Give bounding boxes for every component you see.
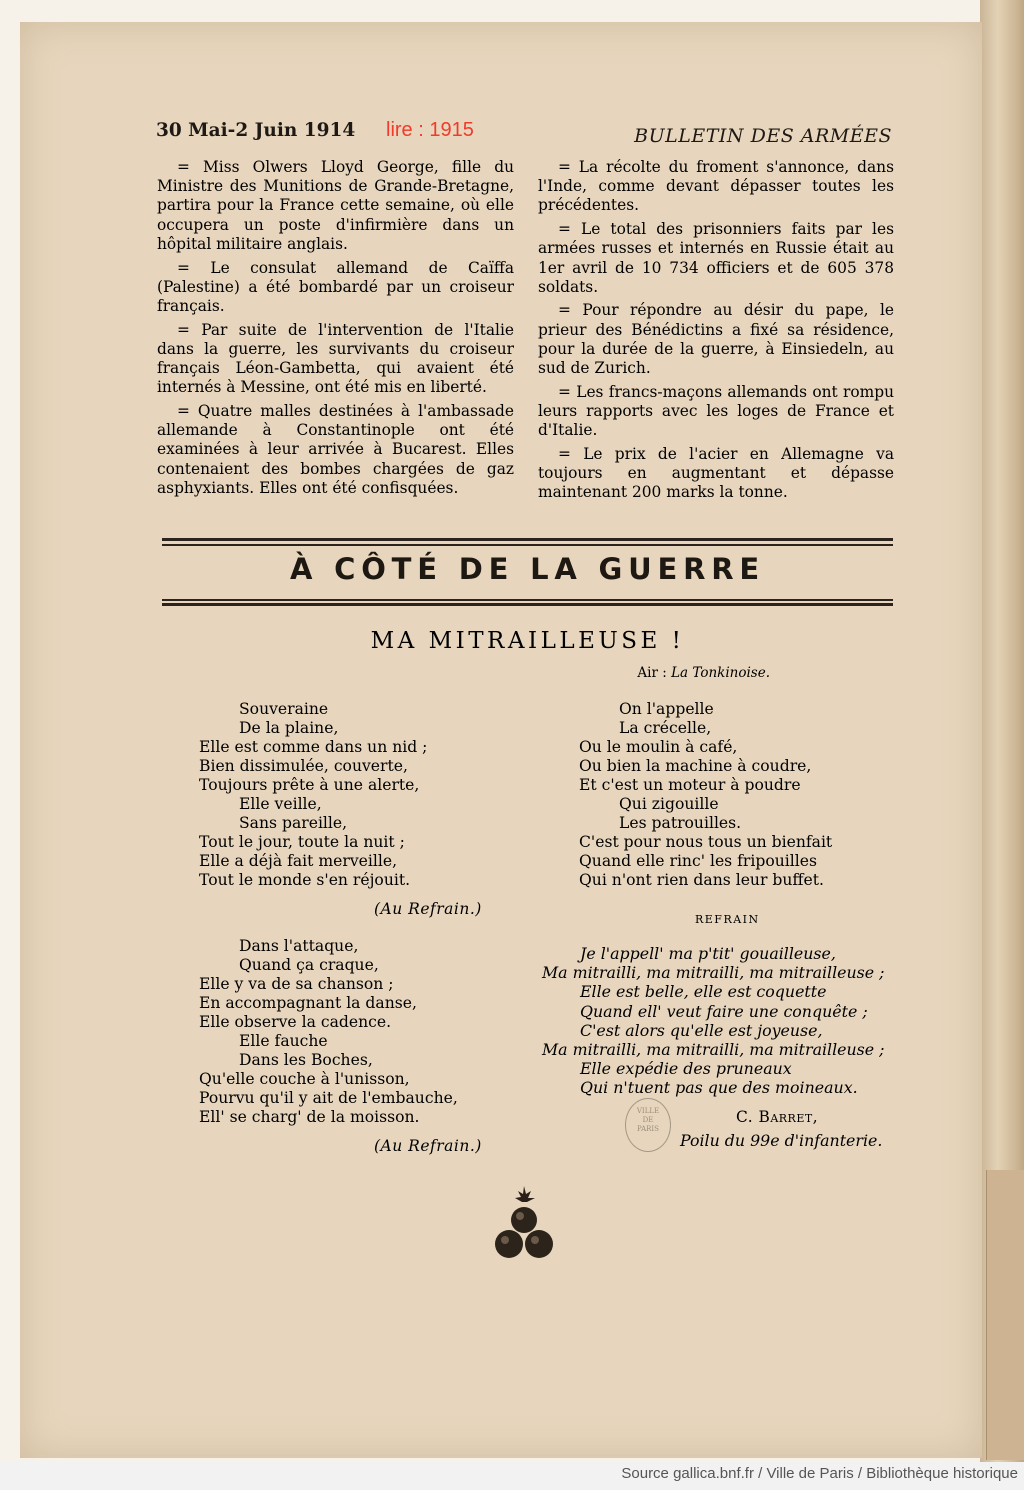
poem-air	[637, 665, 770, 681]
verse-line: Les patrouilles.	[619, 814, 742, 832]
verse-line: De la plaine,	[239, 719, 339, 737]
refrain-line: Quand ell' veut faire une conquête ;	[580, 1001, 868, 1021]
news-item: = Miss Olwers Lloyd George, fille du Ministre des Munitions de Grande-Bretagne, partira pour la France cette semaine, où elle occupera un poste d'infirmière dans un hôpital militaire anglais.	[157, 158, 514, 253]
publication-title: BULLETIN DES ARMÉES	[634, 125, 892, 147]
footer-source: Source gallica.bnf.fr / Ville de Paris / Bibliothèque historique	[621, 1465, 1018, 1482]
verse-line: Ell' se charg' de la moisson.	[199, 1108, 420, 1126]
verse-line: Elle observe la cadence.	[199, 1013, 392, 1031]
refrain-line: Ma mitrailli, ma mitrailli, ma mitrailleuse ;	[542, 1040, 885, 1060]
verse-line: Elle est comme dans un nid ;	[199, 738, 428, 756]
heading-rule-bottom-thick	[162, 603, 893, 606]
refrain-line: Ma mitrailli, ma mitrailli, ma mitrailleuse ;	[542, 963, 885, 983]
refrain-line: Elle est belle, elle est coquette	[580, 982, 827, 1002]
section-heading: À CÔTÉ DE LA GUERRE	[290, 552, 765, 586]
heading-rule-bottom-thin	[162, 599, 893, 601]
air-tune: La Tonkinoise.	[671, 665, 770, 681]
verse-line: Souveraine	[239, 700, 329, 718]
news-item: = Le total des prisonniers faits par les armées russes et internés en Russie était au 1er avril de 10 734 officiers et de 605 378 soldats.	[538, 220, 894, 296]
verse-line: Dans l'attaque,	[239, 937, 359, 955]
refrain-line: C'est alors qu'elle est joyeuse,	[580, 1020, 823, 1040]
news-item: = Le consulat allemand de Caïffa (Palestine) a été bombardé par un croiseur français.	[157, 258, 514, 315]
refrain-line: Qui n'tuent pas que des moineaux.	[580, 1078, 858, 1098]
verse-line: Qu'elle couche à l'unisson,	[199, 1070, 410, 1088]
verse-line: Quand ça craque,	[239, 956, 379, 974]
news-item: = Les francs-maçons allemands ont rompu leurs rapports avec les loges de France et d'Italie.	[538, 382, 894, 440]
verse-line: Ou le moulin à café,	[579, 738, 738, 756]
verse-line: Tout le monde s'en réjouit.	[199, 871, 411, 889]
news-item: = Le prix de l'acier en Allemagne va toujours en augmentant et dépasse maintenant 200 marks la tonne.	[538, 444, 894, 502]
refrain-cue: (Au Refrain.)	[374, 1137, 482, 1155]
verse-line: Qui n'ont rien dans leur buffet.	[579, 871, 824, 889]
stanza-3	[579, 700, 832, 890]
verse-line: Bien dissimulée, couverte,	[199, 757, 408, 775]
library-stamp: VILLE DE PARIS	[625, 1098, 671, 1152]
verse-line: Quand elle rinc' les fripouilles	[579, 852, 817, 870]
verse-line: Dans les Boches,	[239, 1051, 373, 1069]
heading-rule-top-thin	[162, 544, 893, 546]
poem-title: MA MITRAILLEUSE !	[370, 628, 685, 654]
verse-line: Toujours prête à une alerte,	[199, 776, 420, 794]
refrain-cue: (Au Refrain.)	[374, 900, 482, 918]
air-label: Air :	[637, 665, 667, 681]
author-role: Poilu du 99e d'infanterie.	[680, 1131, 883, 1150]
refrain-line: Elle expédie des pruneaux	[580, 1059, 792, 1079]
verse-line: Tout le jour, toute la nuit ;	[199, 833, 405, 851]
verse-line: Elle a déjà fait merveille,	[199, 852, 398, 870]
correction-annotation: lire : 1915	[386, 119, 474, 141]
verse-line: Elle veille,	[239, 795, 322, 813]
verse-line: Elle fauche	[239, 1032, 328, 1050]
news-column-right	[538, 158, 894, 507]
verse-line: Sans pareille,	[239, 814, 348, 832]
cannonball-ornament-icon	[491, 1184, 559, 1264]
author-signature: C. Barret,	[736, 1108, 819, 1126]
verse-line: Et c'est un moteur à poudre	[579, 776, 801, 794]
stanza-1	[199, 700, 427, 890]
verse-line: La crécelle,	[619, 719, 712, 737]
verse-line: Qui zigouille	[619, 795, 719, 813]
news-item: = Quatre malles destinées à l'ambassade allemande à Constantinople ont été examinées à leur arrivée à Bucarest. Elles contenaient des bombes chargées de gaz asphyxiants. Elles ont été confisquées.	[157, 401, 514, 497]
verse-line: Elle y va de sa chanson ;	[199, 975, 394, 993]
refrain-label: REFRAIN	[695, 913, 760, 926]
news-column-left	[157, 158, 514, 502]
news-item: = Par suite de l'intervention de l'Italie dans la guerre, les survivants du croiseur français Léon-Gambetta, qui avaient été internés à Messine, ont été mis en liberté.	[157, 320, 514, 397]
refrain-line: Je l'appell' ma p'tit' gouailleuse,	[580, 944, 836, 963]
verse-line: En accompagnant la danse,	[199, 994, 417, 1012]
verse-line: C'est pour nous tous un bienfait	[579, 833, 833, 851]
verse-line: Ou bien la machine à coudre,	[579, 757, 812, 775]
verse-line: On l'appelle	[619, 700, 714, 718]
news-item: = Pour répondre au désir du pape, le prieur des Bénédictins a fixé sa résidence, pour la durée de la guerre, à Einsiedeln, au sud de Zurich.	[538, 301, 894, 378]
page-edge-tab	[986, 1170, 1024, 1460]
verse-line: Pourvu qu'il y ait de l'embauche,	[199, 1089, 458, 1107]
issue-date: 30 Mai-2 Juin 1914	[156, 120, 356, 141]
news-item: = La récolte du froment s'annonce, dans l'Inde, comme devant dépasser toutes les précédentes.	[538, 158, 894, 215]
stanza-2	[199, 937, 458, 1127]
heading-rule-top-thick	[162, 538, 893, 541]
refrain	[542, 944, 884, 1098]
